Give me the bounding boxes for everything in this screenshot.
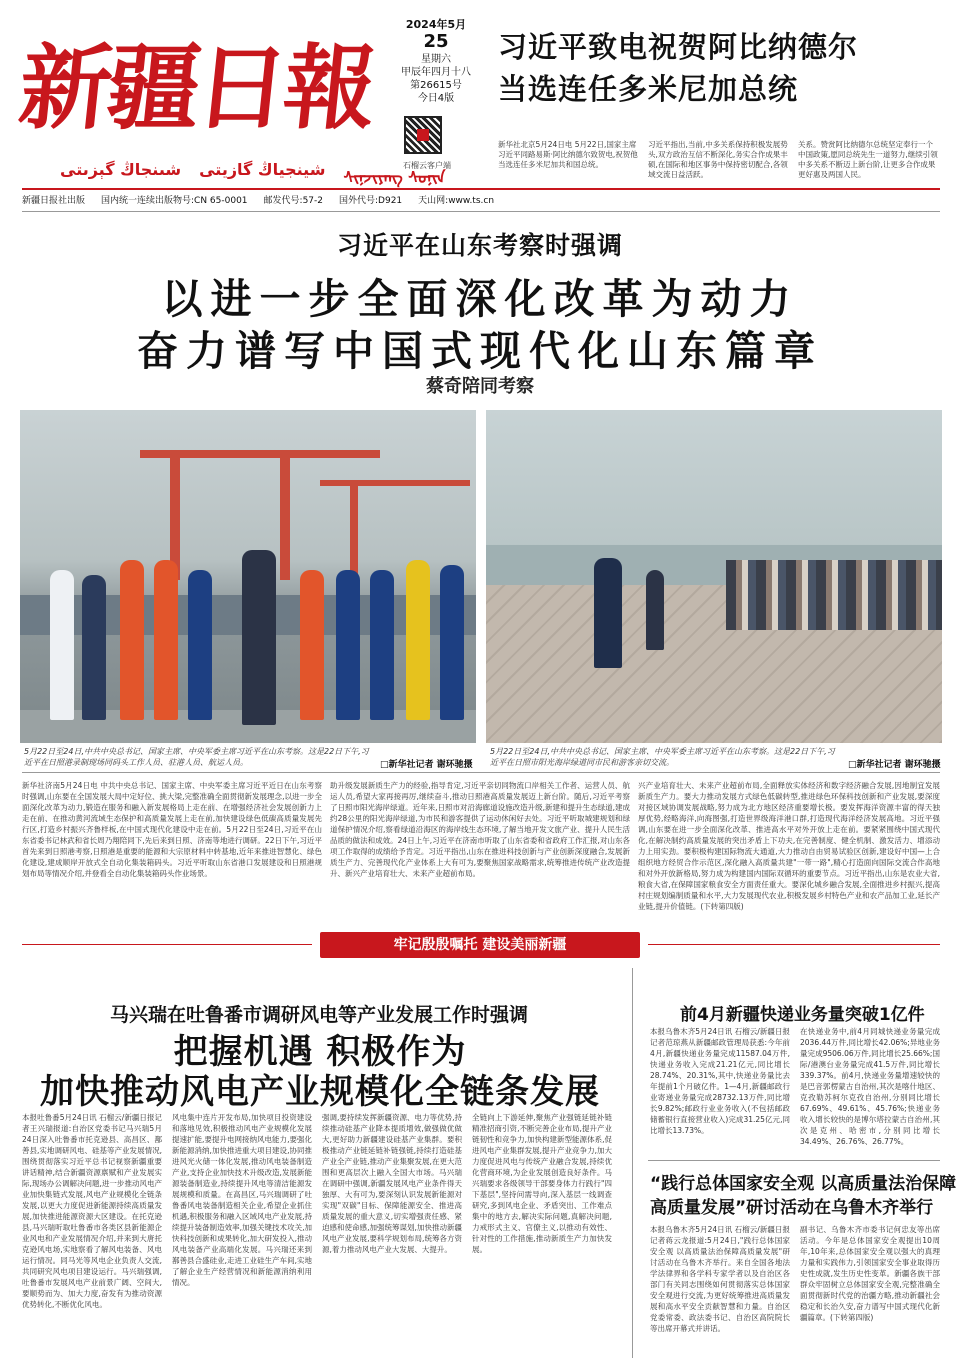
side2-col1: 本报乌鲁木齐5月24日讯 石榴云/新疆日报记者蒋云龙报道:5月24日,"践行总体国家安全观 以高质量法治保障高质量发展"研讨活动在乌鲁木齐举行。来自全国各地法学法律界和各学科专家学者以及自治区各部门有关同志围绕如何贯彻落实总体国家安全观进行交流,为更好统筹推进高质量发展和高水平安全贡献智慧和力量。自治区党委常委、政法委书记、自治区高院院长等出席开幕式并讲话。	[650, 1225, 790, 1333]
top-story-headline[interactable]	[498, 26, 948, 110]
main-story-byline: 蔡奇陪同考察	[426, 376, 534, 397]
masthead-script-uyghur: شىنجاڭ گېزىتى	[60, 160, 182, 179]
page-count: 今日4版	[417, 93, 455, 104]
story2-headline-line1[interactable]: 把握机遇 积极作为	[173, 1032, 467, 1072]
section-banner: 牢记殷殷嘱托 建设美丽新疆	[320, 932, 640, 958]
qr-caption: 石榴云客户端	[403, 161, 451, 170]
top-story-col3: 关系。赞赏阿比纳德尔总统坚定奉行一个中国政策,愿同总统先生一道努力,继续引领中多关系不断迈上新台阶,让更多合作成果更好惠及两国人民。	[798, 140, 938, 179]
photo-right-credit: □新华社记者 谢环驰摄	[848, 760, 941, 770]
side1-headline[interactable]: 前4月新疆快递业务量突破1亿件	[680, 1005, 925, 1025]
side1-col2: 在快递业务中,前4月同城快递业务量完成2036.44万件,同比增长42.06%;异地业务量完成9506.06万件,同比增长25.66%;国际/港澳台业务量完成41.5万件,同比增长339.37%。前4月,快递业务量增速较快的是巴音郭楞蒙古自治州,其次是喀什地区、克孜勒苏柯尔克孜自治州,分别同比增长67.69%、49.61%、45.76%;快递业务收入增长较快的是博尔塔拉蒙古自治州,其次是克州、哈密市,分别同比增长34.49%、26.76%、26.77%。	[800, 1027, 940, 1146]
top-story-col1: 新华社北京5月24日电 5月22日,国家主席习近平同路易斯·阿比纳德尔致贺电,祝贺他当选连任多米尼加共和国总统。	[498, 140, 638, 169]
info-cn-number: 国内统一连续出版物号:CN 65-0001	[101, 196, 248, 206]
date-year-month: 2024年5月	[405, 18, 467, 31]
issue-number: 第26615号	[410, 80, 462, 91]
story2-kicker: 马兴瑞在吐鲁番市调研风电等产业发展工作时强调	[110, 1004, 529, 1026]
photo-rule	[22, 772, 940, 773]
date-block	[388, 18, 484, 105]
date-day: 25	[423, 31, 449, 52]
top-story-col2: 习近平指出,当前,中多关系保持积极发展势头,双方政治互信不断深化,务实合作成果丰硕,在国际和地区事务中保持密切配合,各领域交流日益活跃。	[648, 140, 788, 179]
info-foreign-code: 国外代号:D921	[339, 196, 403, 206]
side2-headline[interactable]	[650, 1172, 956, 1220]
side2-headline-line2: 高质量发展”研讨活动在乌鲁木齐举行	[650, 1198, 934, 1218]
newspaper-logo: 新疆日報	[14, 34, 378, 142]
column-divider	[632, 968, 633, 1358]
main-story-headline-line1[interactable]: 以进一步全面深化改革为动力	[161, 275, 799, 323]
main-story-col3: 兴产业培育壮大、未来产业超前布局,全面释放实体经济和数字经济融合发展,因地制宜发展新质生产力。要大力推动发展方式绿色低碳转型,推进绿色环保科技创新和产业发展,要深度对接区域协调发展战略,努力成为北方地区经济重要增长极。要发挥海洋资源丰富的得天独厚优势,经略海洋,向海图强,打造世界级海洋港口群,打造现代海洋经济发展高地。习近平强调,山东要在进一步全面深化改革、推进高水平对外开放上走在前。要紧紧围绕中国式现代化,在解决制约高质量发展的突出矛盾上下功夫,在完善制度、健全机制、激发活力、增添动力上用实劲。要积极构建国际物流大通道,大力推动自由贸易试验区创新,建设好中国—上合组织地方经贸合作示范区,深化融入高质量共建"一带一路",精心打造面向国际交流合作高地和对外开放新格局,努力成为构建国内国际双循环的重要节点。习近平指出,山东是农业大省,粮食大省,在保障国家粮食安全方面责任重大。要深化城乡融合发展,全面推进乡村振兴,提高村庄规划编制质量和水平,大力发展现代农业,积极发展乡村特色产业和农产品加工业,延长产业链,提升价值链。(下转第四版)	[638, 781, 940, 911]
info-postal-code: 邮发代号:57-2	[263, 196, 323, 206]
main-story-col2: 助升级发展新质生产力的经验,指导肯定,习近平亲切同物流口岸相关工作者、运营人员、航运人员,希望大家再接再厉,继续奋斗,推动日照港高质量发展迈上新台阶。随后,习近平考察了日照市阳光海岸绿道。近年来,日照市对沿海廊道设施改造升级,新建和提升生态绿道,建成约28公里的阳光海岸绿道,为市民和游客提供了运动休闲好去处。习近平听取城建规划和绿道保护情况介绍,察看绿道沿海区的海岸线生态环境,了解当地开发文旅产业、提升人民生活品质的做法和成效。24日上午,习近平在济南市听取了山东省委和省政府工作汇报,对山东各项工作取得的成绩给予肯定。习近平指出,山东在推进科技创新与产业创新深度融合,发展新质生产力、完善现代化产业体系上大有可为,要聚焦国家战略需求,统筹推进传统产业改造提升、新兴产业培育壮大、未来产业超前布局。	[330, 781, 630, 878]
story2-col1: 本报吐鲁番5月24日讯 石榴云/新疆日报记者王兴瑞报道:自治区党委书记马兴瑞5月24日深入吐鲁番市托克逊县、高昌区、鄯善县,实地调研风电、硅基等产业发展情况,围绕贯彻落实习近平总书记视察新疆重要讲话精神,结合新疆资源禀赋和产业发展实际,现场办公调解决问题,进一步推动风电产业加快集链式发展,风电产业规模化全链条发展,以更大力度促进新能源持续高质量发展,加快推进能源资源大区建设。在托克逊县,马兴瑞听取吐鲁番市各类区县新能源企业风电和产业发展情况介绍,并来到大唐托克逊风电场,实地察看了解风电装备、风电运行情况。同马光等风电企业负责人交流,共同研究风电项目建设运行。马兴瑞强调,吐鲁番市发展风电产业前景广阔、空间大,要顺势而为、加大力度,奋发有为推动资源优势转化,不断优化风电。	[22, 1113, 162, 1309]
info-bar	[22, 192, 940, 210]
photo-right-caption: 5月22日至24日,中共中央总书记、国家主席、中央军委主席习近平在山东考察。这是22日下午,习近平在日照市阳光海岸绿道同市民和游客亲切交流。	[490, 747, 835, 767]
main-story-col1: 新华社济南5月24日电 中共中央总书记、国家主席、中央军委主席习近平近日在山东考察时强调,山东要在全国发展大局中定好位、挑大梁,完整准确全面贯彻新发展理念,以进一步全面深化改革为动力,锻造在服务和融入新发展格局上走在前、在增强经济社会发展创新力上走在前、在推动黄河流域生态保护和高质量发展上走在前,加快建设绿色低碳高质量发展先行区,打造乡村振兴齐鲁样板,在中国式现代化建设中走在前。5月22日至24日,习近平在山东省委书记林武和省长周乃翔陪同下,先后来到日照、济南等地进行调研。22日下午,习近平首先来到日照港考察,日照港是重要的能源和大宗原材料中转基地,近年来推进智慧化、绿色化建设,建成顺岸开放式全自动化集装箱码头。习近平听取山东省港口发展建设和日照港规划布局等情况介绍,并登看全自动化集装箱码头作业场景。	[22, 781, 322, 878]
weekday: 星期六	[421, 54, 451, 65]
side1-col1: 本报乌鲁木齐5月24日讯 石榴云/新疆日报记者范琼燕从新疆邮政管理局获悉:今年前4月,新疆快递业务量完成11587.04万件,快递业务收入完成21.21亿元,同比增长28.74%、20.31%,其中,快递业务量比去年提前1个月破亿件。1—4月,新疆邮政行业寄递业务量完成28732.13万件,同比增长9.82%;邮政行业业务收入(不包括邮政储蓄银行直接营业收入)完成31.25亿元,同比增长13.73%。	[650, 1027, 790, 1135]
story2-col4: 全链向上下游延伸,聚焦产业强链延链补链精准招商引资,不断完善企业布局,提升产业链韧性和竞争力,加快构建新型能源体系,促进风电产业集群发展,提升产业竞争力,加大力度促进风电与传统产业融合发展,持续优化营商环境,为企业发展创造良好条件。马兴瑞要求各级领导干部要身体力行践行"四下基层",坚持问需导向,深入基层一线调查研究,多到风电企业、矛盾突出、工作难点集中的地方去,解决实际问题,真解决问题,力戒形式主义、官僚主义,以推动有效性、针对性的工作措施,推动新质生产力加快发展。	[472, 1113, 612, 1254]
top-story-headline-line2: 当选连任多米尼加总统	[498, 72, 799, 106]
banner-rule-left	[22, 944, 312, 945]
story2-col3: 强调,要持续发挥新疆资源、电力等优势,持续推动硅基产业降本提质增效,做强做优做大,更好助力新疆建设硅基产业集群。要积极推动产业链延链补链强链,持续打造硅基产业全产业链,推动产业集聚发展,在更大范围和更高层次上融入全国大市场。马兴瑞在调研中强调,新疆发展风电产业条件得天独厚、大有可为,要深刻认识发展新能源对实现"双碳"目标、保障能源安全、推进高质量发展的重大意义,切实增强责任感、紧迫感和使命感,加强统筹谋划,加快推动新疆风电产业发展,要科学规划布局,统筹各方资源,着力推动风电产业大发展、大提升。	[322, 1113, 462, 1254]
photo-left-caption: 5月22日至24日,中共中央总书记、国家主席、中央军委主席习近平在山东考察。这是22日下午,习近平在日照港录制现场同码头工作人员、驻港人员、航运人员。	[24, 747, 369, 767]
side-divider	[648, 1160, 940, 1161]
masthead-script-mongolian: ᠰᠢᠨ᠋ᠵᠢᠶᠠᠩ ᠰᠣᠨᠢᠨ	[343, 168, 446, 187]
qr-code[interactable]	[404, 116, 442, 154]
side2-headline-line1: “践行总体国家安全观 以高质量法治保障	[650, 1174, 957, 1194]
masthead-script-kazakh: شينجياڭ گازيتى	[199, 160, 326, 179]
photo-port-visit[interactable]	[20, 410, 476, 743]
lunar-date: 甲辰年四月十八	[401, 67, 471, 78]
side2-col2: 副书记、乌鲁木齐市委书记何忠友等出席活动。今年是总体国家安全观提出10周年,10年来,总体国家安全观以强大的真理力量和实践伟力,引领国家安全事业取得历史性成就,发生历史性变革。新疆各族干部群众牢固树立总体国家安全观,完整准确全面贯彻新时代党的治疆方略,推动新疆社会稳定和长治久安,奋力谱写中国式现代化新疆篇章。(下转第四版)	[800, 1225, 940, 1322]
top-story-headline-line1: 习近平致电祝贺阿比纳德尔	[498, 30, 859, 64]
photo-left-credit: □新华社记者 谢环驰摄	[380, 760, 473, 770]
photo-greenway-visit[interactable]	[486, 410, 942, 743]
story2-headline-line2[interactable]: 加快推动风电产业规模化全链条发展	[40, 1072, 600, 1112]
info-website[interactable]: 天山网:www.ts.cn	[418, 196, 495, 206]
masthead-rule	[22, 188, 940, 190]
info-publisher: 新疆日报社出版	[22, 196, 86, 206]
banner-rule-right	[648, 944, 940, 945]
info-bar-rule	[22, 211, 940, 212]
story2-col2: 风电集中连片开发布局,加快项目投资建设和落地见效,积极推动风电产业规模化发展提速扩能,要提升电网接纳风电能力,要强化新能源消纳,加快推进重大项目建设,协同推进风光火储一体化发展,推动风电装备制造产业,支持企业加快技术升级改造,发展新能源装备制造业,持续提升风电等清洁能源发展规模和质量。在高昌区,马兴瑞调研了吐鲁番风电装备制造相关企业,希望企业抓住机遇,积极服务和融入区域风电产业发展,持续提升装备制造效率,加强关键技术攻关,加快科技创新和成果转化,加大研发投入,推动风电装备产业高端化发展。马兴瑞还来到鄯善县合盛硅业,走进工业硅生产车间,实地了解企业生产经营情况和新能源消纳利用情况。	[172, 1113, 312, 1287]
main-story-headline-line2[interactable]: 奋力谱写中国式现代化山东篇章	[137, 327, 823, 375]
main-story-kicker: 习近平在山东考察时强调	[336, 231, 623, 260]
